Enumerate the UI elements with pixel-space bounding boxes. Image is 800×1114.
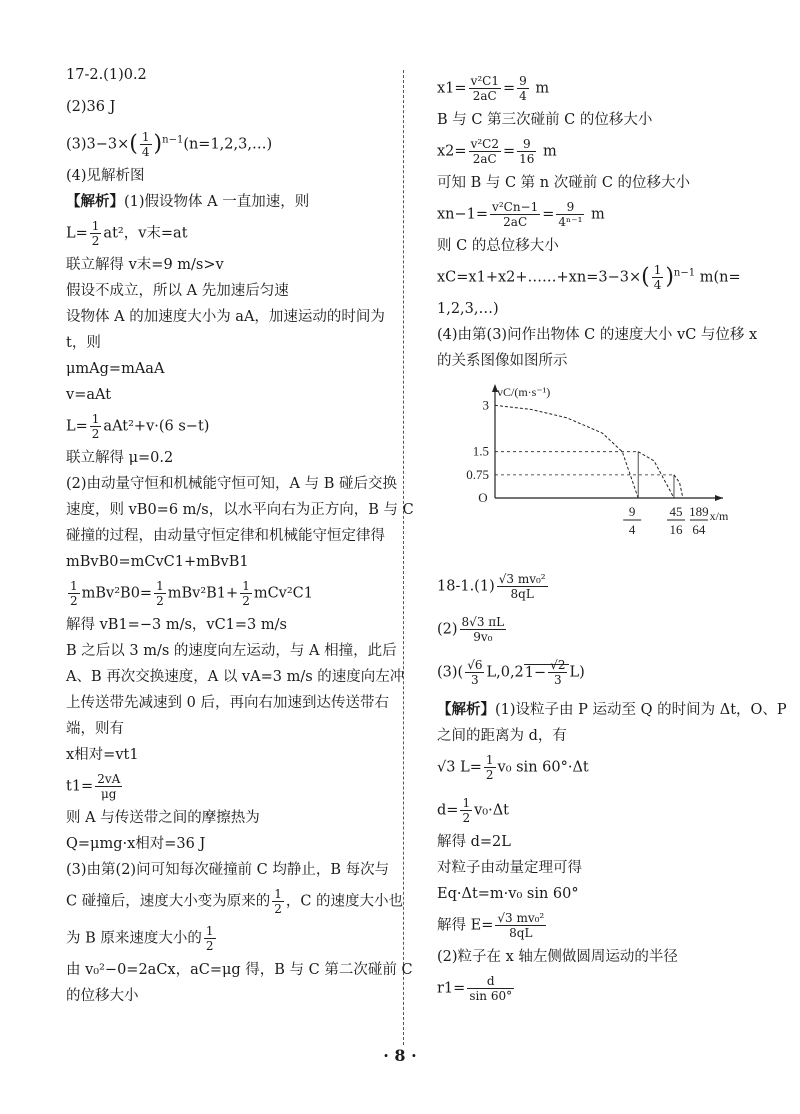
y-axis-label: vC/(m·s⁻¹) <box>497 385 551 399</box>
text-line: 联立解得 μ=0.2 <box>66 450 174 466</box>
x-tick-numerator: 189 <box>689 504 709 519</box>
answer-17-2-part3: (3)3−3×( $\frac{1}{4}$ )$^{n-1}$(n=1,2,3,…) <box>66 130 273 159</box>
text-line: 则 A 与传送带之间的摩擦热为 <box>66 810 260 826</box>
page-number: · 8 · <box>383 1046 417 1065</box>
text-line: B 之后以 3 m/s 的速度向左运动，与 A 相撞，此后 <box>66 643 397 659</box>
text-line: 对粒子由动量定理可得 <box>437 860 582 876</box>
y-tick-label: 3 <box>482 397 489 413</box>
x-tick-denominator: 4 <box>628 522 636 537</box>
text-line: B 与 C 第三次碰前 C 的位移大小 <box>437 112 653 128</box>
answer-17-2-part1: 17-2.(1)0.2 <box>66 67 147 83</box>
origin-label: O <box>478 490 488 505</box>
equation-line: Q=μmg·x相对=36 J <box>66 836 206 852</box>
answer-18-1-part1: 18-1.(1) $\frac{\text{√3 mv₀²}}{8qL}$ <box>437 572 546 601</box>
text-line: (2)由动量守恒和机械能守恒可知，A 与 B 碰后交换 <box>66 476 397 492</box>
exponent: n−1 <box>162 134 184 146</box>
velocity-displacement-chart <box>465 380 729 550</box>
equation-t1: t1= $\frac{2vA}{\mu g}$ <box>66 772 121 801</box>
column-divider <box>403 70 404 1045</box>
text-line: 端，则有 <box>66 721 124 737</box>
analysis-tag: 【解析】 <box>66 193 124 210</box>
text-line: 设物体 A 的加速度大小为 aA，加速运动的时间为 <box>66 309 385 325</box>
text-line: (3)由第(2)问可知每次碰撞前 C 均静止，B 每次与 <box>66 862 390 878</box>
chart-svg <box>465 380 729 550</box>
x-tick-denominator: 64 <box>692 522 706 537</box>
right-column <box>437 74 787 1003</box>
equation-L-2: L= $\frac{1}{2}$ aAt²+v·(6 s−t) <box>66 412 210 441</box>
equation-line: Eq·Δt=m·v₀ sin 60° <box>437 886 579 902</box>
fraction-1-4: $\frac{1}{4}$ <box>141 130 150 159</box>
text-line: 联立解得 v末=9 m/s>v <box>66 257 224 273</box>
series-curve <box>674 475 683 498</box>
x-tick-numerator: 45 <box>669 504 683 519</box>
answer-17-2-part4: (4)见解析图 <box>66 168 145 184</box>
text-line: 由 v₀²−0=2aCx，aC=μg 得，B 与 C 第二次碰前 C <box>66 962 413 978</box>
x-tick-denominator: 16 <box>669 522 683 537</box>
equation-line: v=aAt <box>66 387 112 403</box>
y-tick-label: 0.75 <box>466 466 489 482</box>
part3-range: (n=1,2,3,…) <box>183 136 273 153</box>
text-line: (4)由第(3)问作出物体 C 的速度大小 vC 与位移 x <box>437 327 758 343</box>
equation-xn: xn−1= $\frac{\text{v²Cn−1}}{2aC}$ = $\frac{9}{\text{4ⁿ⁻¹}}$ m <box>437 200 605 229</box>
equation-r1: r1= $\frac{d}{\sin 60^\circ}$ <box>437 974 513 1003</box>
text-line: 速度，则 vB0=6 m/s，以水平向右为正方向，B 与 C <box>66 502 414 518</box>
equation-line: x相对=vt1 <box>66 747 139 763</box>
equation-xc: xC=x1+x2+……+xn=3−3×( $\frac{1}{4}$ )$^{n-1}$ m(n= <box>437 263 741 292</box>
sqrt-expression: 1− $\frac{√2}{3}$ <box>524 664 570 681</box>
text-line: 假设不成立，所以 A 先加速后匀速 <box>66 283 289 299</box>
text-line: A、B 再次交换速度，A 以 vA=3 m/s 的速度向左冲 <box>66 669 405 685</box>
answer-18-1-part3: (3)( $\frac{√6}{3}$ L,0,21− $\frac{√2}{3}$ L) <box>437 658 585 687</box>
equation-x1: x1= $\frac{\text{v²C1}}{2aC}$ = $\frac{9}{4}$ m <box>437 74 550 103</box>
equation-E: 解得 E= $\frac{\text{√3 mv₀²}}{8qL}$ <box>437 911 545 940</box>
left-column <box>66 66 414 1005</box>
text-line: 上传送带先减速到 0 后，再向右加速到达传送带右 <box>66 695 389 711</box>
text-line: 则 C 的总位移大小 <box>437 238 559 254</box>
x-axis-label: x/m <box>709 509 729 523</box>
text-line: 碰撞的过程，由动量守恒定律和机械能守恒定律得 <box>66 528 385 544</box>
energy-equation: $\frac{1}{2}$ mBv²B0= $\frac{1}{2}$ mBv²B1+ $\frac{1}{2}$ mCv²C1 <box>70 579 313 608</box>
equation-line: μmAg=mAaA <box>66 361 165 377</box>
text-line: 可知 B 与 C 第 n 次碰前 C 的位移大小 <box>437 175 691 191</box>
analysis-intro-18: 【解析】(1)设粒子由 P 运动至 Q 的时间为 Δt，O、P <box>437 701 787 718</box>
text-line-frac: 为 B 原来速度大小的 $\frac{1}{2}$ <box>66 924 214 953</box>
equation-d: d= $\frac{1}{2}$ v₀·Δt <box>437 796 509 825</box>
analysis-intro: 【解析】(1)假设物体 A 一直加速，则 <box>66 193 310 210</box>
analysis-tag: 【解析】 <box>437 701 495 718</box>
text-line: 1,2,3,…) <box>437 301 499 317</box>
equation-L: L= $\frac{1}{2}$ at²，v末=at <box>66 219 188 248</box>
text-line: 解得 vB1=−3 m/s，vC1=3 m/s <box>66 617 287 633</box>
text-line: 之间的距离为 d，有 <box>437 728 567 744</box>
text-line: 解得 d=2L <box>437 834 511 850</box>
answer-18-1-part2: (2) $\frac{8√3 \pi L}{\text{9v₀}}$ <box>437 615 505 644</box>
equation-x2: x2= $\frac{\text{v²C2}}{2aC}$ = $\frac{9}{16}$ m <box>437 137 557 166</box>
equation-sqrt3L: √3 L= $\frac{1}{2}$ v₀ sin 60°·Δt <box>437 753 589 782</box>
text-line: t，则 <box>66 335 101 351</box>
y-tick-label: 1.5 <box>472 443 489 459</box>
text-line: 的关系图像如图所示 <box>437 353 568 369</box>
text-line: 的位移大小 <box>66 988 139 1004</box>
x-tick-numerator: 9 <box>628 504 636 519</box>
text-line: (2)粒子在 x 轴左侧做圆周运动的半径 <box>437 949 678 965</box>
text-line-frac: C 碰撞后，速度大小变为原来的 $\frac{1}{2}$ ，C 的速度大小也 <box>66 887 404 916</box>
answer-17-2-part2: (2)36 J <box>66 99 116 115</box>
series-curve <box>638 452 674 498</box>
x-axis-arrow <box>715 495 723 501</box>
equation-line: mBvB0=mCvC1+mBvB1 <box>66 554 249 570</box>
part3-prefix: (3)3−3× <box>66 136 130 153</box>
